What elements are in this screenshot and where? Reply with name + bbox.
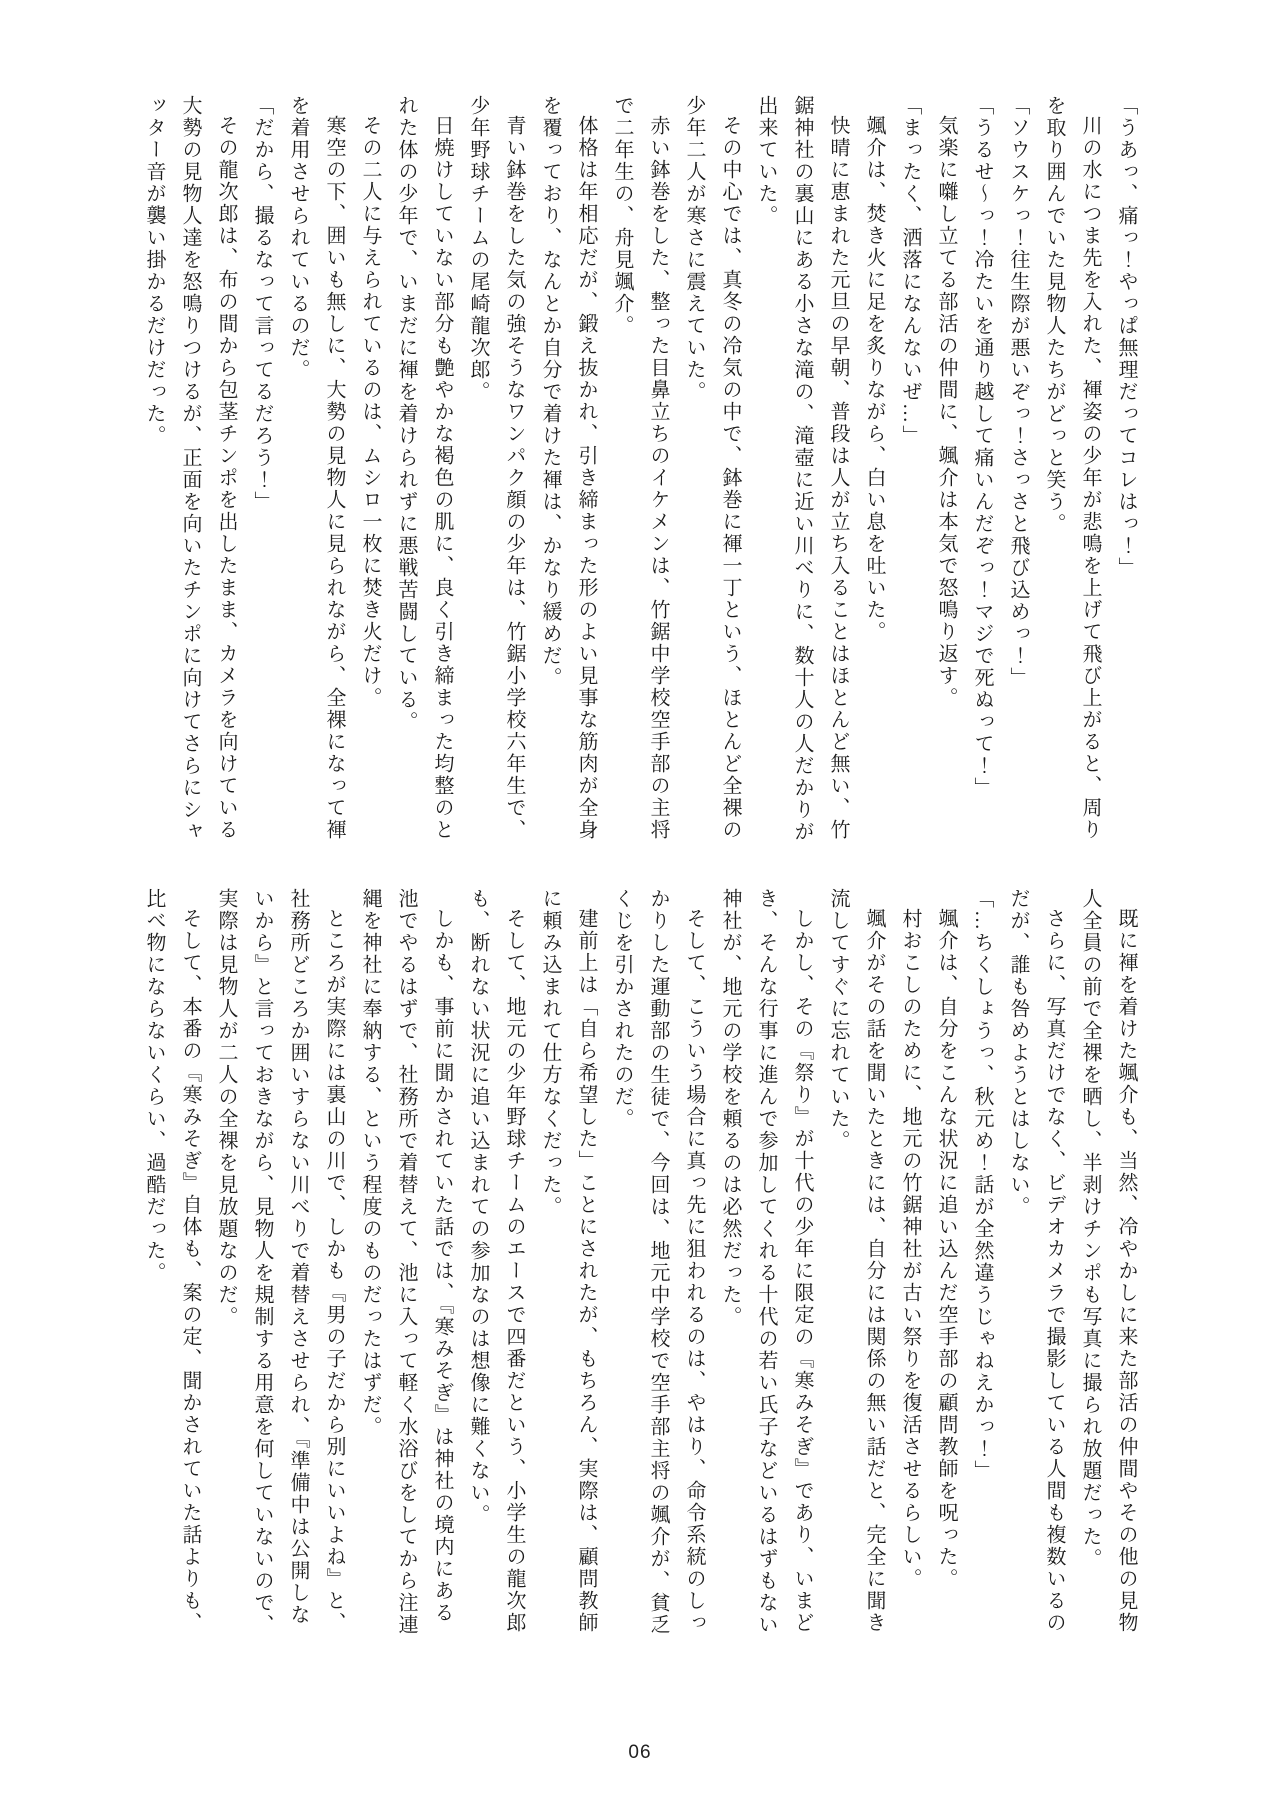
dialogue-line: 「…ちくしょうっ、秋元め！話が全然違うじゃねえかっ！」	[971, 888, 993, 1482]
narrative-paragraph: ところが実際には裏山の川で、しかも『男の子だから別にいいよね』と、社務所どころか囲いすらない川べりで着替えさせられ、『準備中は公開しないから』と言っておきながら、見物人を規制する用意を何していないので、実際は見物人が二人の全裸を見放題なのだ。	[215, 888, 345, 1636]
narrative-paragraph: 快晴に恵まれた元旦の早朝、普段は人が立ち入ることはほとんど無い、竹鋸神社の裏山にある小さな滝の、滝壺に近い川べりに、数十人の人だかりが出来ていた。	[755, 95, 849, 843]
narrative-paragraph: その二人に与えられているのは、ムシロ一枚に焚き火だけ。	[359, 115, 381, 709]
narrative-paragraph: 寒空の下、囲いも無しに、大勢の見物人に見られながら、全裸になって褌を着用させられているのだ。	[287, 95, 345, 841]
dialogue-line: 「うあっ、痛っ！やっぱ無理だってコレはっ！」	[1115, 95, 1137, 579]
narrative-paragraph: 気楽に囃し立てる部活の仲間に、颯介は本気で怒鳴り返す。	[935, 115, 957, 709]
dialogue-line: 「うるせ〜っ！冷たいを通り越して痛いんだぞっ！マジで死ぬって！」	[971, 95, 993, 799]
narrative-paragraph: しかも、事前に聞かされていた話では、『寒みそぎ』は神社の境内にある池でやるはずで、社務所で着替えて、池に入って軽く水浴びをしてから注連縄を神社に奉納する、という程度のものだったはずだ。	[359, 888, 453, 1636]
dialogue-line: 「ソウスケっ！往生際が悪いぞっ！さっさと飛び込めっ！」	[1007, 95, 1029, 689]
dialogue-line: 「まったく、洒落になんないぜ…」	[899, 95, 921, 447]
narrative-paragraph: そして、地元の少年野球チームのエースで四番だという、小学生の龍次郎も、断れない状況に追い込まれての参加なのは想像に難くない。	[467, 888, 525, 1634]
narrative-paragraph: 青い鉢巻をした気の強そうなワンパク顔の少年は、竹鋸小学校六年生で、少年野球チームの尾崎龍次郎。	[467, 95, 525, 841]
narrative-paragraph: 体格は年相応だが、鍛え抜かれ、引き締まった形のよい見事な筋肉が全身を覆っており、なんとか自分で着けた褌は、かなり緩めだ。	[539, 95, 597, 841]
dialogue-line: 「だから、撮るなって言ってるだろう！」	[251, 95, 273, 513]
narrative-paragraph: 川の水につま先を入れた、褌姿の少年が悲鳴を上げて飛び上がると、周りを取り囲んでいた見物人たちがどっと笑う。	[1043, 95, 1101, 841]
narrative-paragraph: 赤い鉢巻をした、整った目鼻立ちのイケメンは、竹鋸中学校空手部の主将で二年生の、舟見颯介。	[611, 95, 669, 841]
narrative-paragraph: 建前上は「自ら希望した」ことにされたが、もちろん、実際は、顧問教師に頼み込まれて仕方なくだった。	[539, 888, 597, 1634]
narrative-paragraph: そして、本番の『寒みそぎ』自体も、案の定、聞かされていた話よりも、比べ物にならないくらい、過酷だった。	[143, 888, 201, 1634]
narrative-paragraph: 颯介がその話を聞いたときには、自分には関係の無い話だと、完全に聞き流してすぐに忘れていた。	[827, 888, 885, 1634]
narrative-paragraph: 既に褌を着けた颯介も、当然、冷やかしに来た部活の仲間やその他の見物人全員の前で全裸を晒し、半剥けチンポも写真に撮られ放題だった。	[1079, 888, 1137, 1634]
narrative-paragraph: その龍次郎は、布の間から包茎チンポを出したまま、カメラを向けている大勢の見物人達を怒鳴りつけるが、正面を向いたチンポに向けてさらにシャッター音が襲い掛かるだけだった。	[143, 95, 237, 843]
page-number: 06	[628, 1742, 652, 1763]
narrative-paragraph: 村おこしのために、地元の竹鋸神社が古い祭りを復活させるらしい。	[899, 908, 921, 1590]
narrative-paragraph: 颯介は、自分をこんな状況に追い込んだ空手部の顧問教師を呪った。	[935, 908, 957, 1590]
narrative-paragraph: さらに、写真だけでなく、ビデオカメラで撮影している人間も複数いるのだが、誰も咎めようとはしない。	[1007, 888, 1065, 1634]
top-text-block	[136, 95, 1144, 845]
narrative-paragraph: その中心では、真冬の冷気の中で、鉢巻に褌一丁という、ほとんど全裸の少年二人が寒さに震えていた。	[683, 95, 741, 841]
narrative-paragraph: 颯介は、焚き火に足を炙りながら、白い息を吐いた。	[863, 115, 885, 643]
narrative-paragraph: しかし、その『祭り』が十代の少年に限定の『寒みそぎ』であり、いまどき、そんな行事に進んで参加してくれる十代の若い氏子などいるはずもない神社が、地元の学校を頼るのは必然だった。	[719, 888, 813, 1636]
bottom-text-block	[136, 888, 1144, 1638]
narrative-paragraph: 日焼けしていない部分も艶やかな褐色の肌に、良く引き締まった均整のとれた体の少年で、いまだに褌を着けられずに悪戦苦闘している。	[395, 95, 453, 841]
narrative-paragraph: そして、こういう場合に真っ先に狙われるのは、やはり、命令系統のしっかりした運動部の生徒で、今回は、地元中学校で空手部主将の颯介が、貧乏くじを引かされたのだ。	[611, 888, 705, 1636]
